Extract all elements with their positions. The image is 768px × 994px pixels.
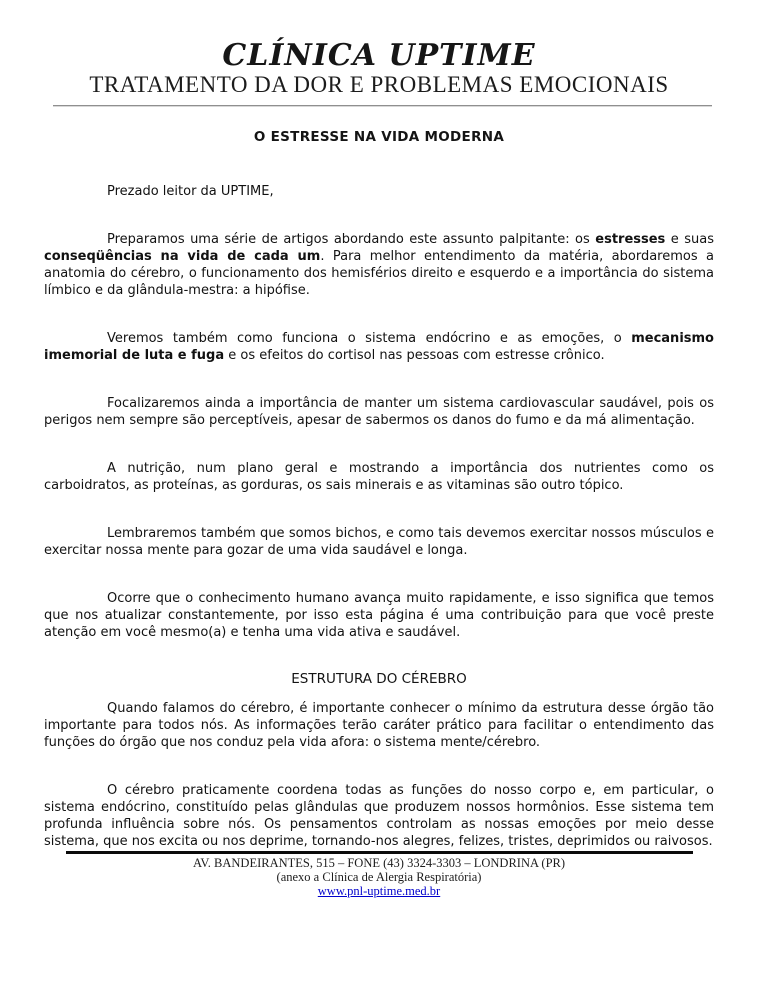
footer-address: AV. BANDEIRANTES, 515 – FONE (43) 3324-3303 – LONDRINA (PR) <box>192 856 566 870</box>
paragraph <box>44 590 714 641</box>
bold-text-run: mecanismo imemorial de luta e fuga <box>44 331 714 363</box>
section-heading: ESTRUTURA DO CÉREBRO <box>291 671 467 687</box>
section-paragraphs <box>44 700 714 850</box>
document-body <box>44 129 714 850</box>
text-run: Quando falamos do cérebro, é importante conhecer o mínimo da estrutura desse órgão tão importante para todos nós. As informações terão caráter prático para facilitar o entendimento das funções do órgão que nos conduz pela vida afora: o sistema mente/cérebro. <box>44 701 714 750</box>
text-run: O cérebro praticamente coordena todas as funções do nosso corpo e, em particular, o sistema endócrino, constituído pelas glândulas que produzem nossos hormônios. Esse sistema tem profunda influência sobre nós. Os pensamentos controlam as nossas emoções por meio desse sistema, que nos excita ou nos deprime, tornando-nos alegres, felizes, tristes, deprimidos ou raivosos. <box>44 783 714 849</box>
page-footer <box>66 851 693 898</box>
salutation: Prezado leitor da UPTIME, <box>107 184 274 199</box>
clinic-subtitle: TRATAMENTO DA DOR E PROBLEMAS EMOCIONAIS <box>89 72 669 97</box>
footer-website-link[interactable]: www.pnl-uptime.med.br <box>317 884 441 898</box>
paragraph <box>44 330 714 364</box>
text-run: . Para melhor entendimento da matéria, abordaremos a anatomia do cérebro, o funcionamento dos hemisférios direito e esquerdo e a importância do sistema límbico e da glândula-mestra: a hipófise. <box>44 249 714 298</box>
text-run: Focalizaremos ainda a importância de manter um sistema cardiovascular saudável, pois os perigos nem sempre são perceptíveis, apesar de sabermos os danos do fumo e da má alimentação. <box>44 396 714 428</box>
paragraph <box>44 395 714 429</box>
letterhead <box>44 40 714 107</box>
text-run: Ocorre que o conhecimento humano avança muito rapidamente, e isso significa que temos que nos atualizar constantemente, por isso esta página é uma contribuição para que você preste atenção em você mesmo(a) e tenha uma vida ativa e saudável. <box>44 591 714 640</box>
text-run: Lembraremos também que somos bichos, e como tais devemos exercitar nossos músculos e exercitar nossa mente para gozar de uma vida saudável e longa. <box>44 526 714 558</box>
clinic-name: CLÍNICA UPTIME <box>222 38 536 73</box>
bold-text-run: conseqüências na vida de cada um <box>44 249 321 264</box>
bold-text-run: estresses <box>595 232 666 247</box>
intro-paragraphs <box>44 231 714 641</box>
paragraph <box>44 700 714 751</box>
text-run: Veremos também como funciona o sistema endócrino e as emoções, o <box>107 331 632 346</box>
paragraph <box>44 231 714 299</box>
text-run: e suas <box>665 232 715 247</box>
text-run: e os efeitos do cortisol nas pessoas com estresse crônico. <box>224 348 605 363</box>
text-run: Preparamos uma série de artigos abordando este assunto palpitante: os <box>107 232 596 247</box>
header-divider <box>53 105 712 107</box>
article-title: O ESTRESSE NA VIDA MODERNA <box>253 129 505 145</box>
text-run: A nutrição, num plano geral e mostrando a importância dos nutrientes como os carboidratos, as proteínas, as gorduras, os sais minerais e as vitaminas são outro tópico. <box>44 461 714 493</box>
paragraph <box>44 525 714 559</box>
paragraph <box>44 782 714 850</box>
footer-annex-note: (anexo a Clínica de Alergia Respiratória) <box>276 870 482 884</box>
paragraph <box>44 460 714 494</box>
